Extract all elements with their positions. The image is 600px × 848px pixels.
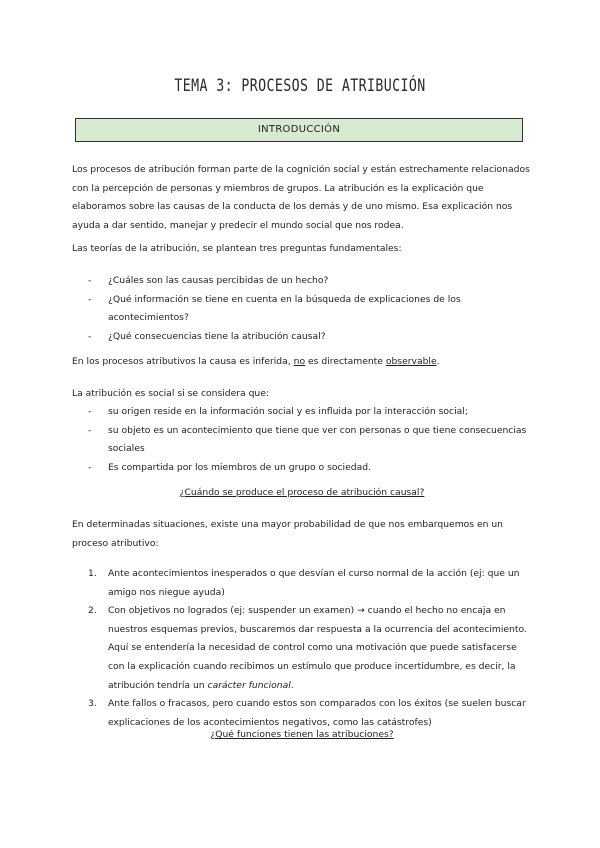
list-item: - ¿Cuáles son las causas percibidas de un hecho? [72, 272, 532, 291]
item-number: 3. [88, 698, 97, 710]
item-text: Ante acontecimientos inesperados o que desvían el curso normal de la acción (ej: que un amigo nos niegue ayuda) [108, 568, 520, 598]
paragraph-questions-intro: Las teorías de la atribución, se plantean tres preguntas fundamentales: [72, 243, 402, 254]
item-number: 2. [88, 605, 97, 617]
questions-intro [72, 240, 532, 259]
subheading-when: ¿Cuándo se produce el proceso de atribución causal? [179, 487, 425, 498]
item-number: 1. [88, 568, 97, 579]
list-item: - su objeto es un acontecimiento que tiene que ver con personas o que tiene consecuencias sociales [72, 422, 532, 459]
item-text-end: . [290, 679, 294, 691]
numbered-item [72, 565, 532, 602]
page-title: TEMA 3: PROCESOS DE ATRIBUCIÓN [174, 76, 426, 96]
underlined-observable: observable [385, 356, 437, 367]
underlined-no: no [293, 356, 306, 367]
section-header-introduccion: INTRODUCCIÓN [75, 118, 523, 142]
list-item: - ¿Qué información se tiene en cuenta en la búsqueda de explicaciones de los acontecimientos? [72, 291, 532, 328]
list-item: - su origen reside en la información social y es influida por la interacción social; [72, 403, 532, 422]
list-item: - Es compartida por los miembros de un grupo o sociedad. [72, 459, 532, 478]
paragraph-social-intro: La atribución es social si se considera que: [72, 388, 269, 399]
list-item: - ¿Qué consecuencias tiene la atribución causal? [72, 328, 532, 347]
paragraph-definition: Los procesos de atribución forman parte de la cognición social y están estrechamente relacionados con la percepción de personas y miembros de grupos. La atribución es la explicación que elaboramos sobre las causas de la conducta de los demás y de uno mismo. Esa explicación nos ayuda a dar sentido, manejar y predecir el mundo social que nos rodea. [72, 164, 530, 231]
text-segment: . [436, 356, 440, 367]
subheading-functions: ¿Qué funciones tienen las atribuciones? [210, 729, 394, 740]
numbered-item [72, 602, 532, 695]
intro-paragraph [72, 161, 532, 235]
paragraph-situations-intro: En determinadas situaciones, existe una mayor probabilidad de que nos embarquemos en un proceso atributivo: [72, 519, 504, 549]
social-attribution-intro [72, 385, 532, 404]
italic-term: carácter funcional [207, 679, 291, 691]
text-segment: es directamente [305, 356, 386, 367]
item-text: Ante fallos o fracasos, pero cuando estos son comparados con los éxitos (se suelen buscar explicaciones de los acontecimientos negativos, como las catástrofes) [108, 698, 526, 728]
text-segment: En los procesos atributivos la causa es inferida, [72, 356, 294, 367]
item-text: Con objetivos no logrados (ej: suspender un examen) → cuando el hecho no encaja en nuestros esquemas previos, buscaremos dar respuesta a la ocurrencia del acontecimiento. Aquí se entendería la necesidad de control como una motivación que puede satisfacerse con la explicación cuando recibimos un estímulo que produce incertidumbre, es decir, la atribución tendría un [108, 605, 527, 691]
situations-list [72, 565, 532, 732]
questions-list [72, 272, 532, 346]
paragraph-inferred-cause [72, 353, 532, 372]
social-list [72, 403, 532, 477]
situations-intro [72, 516, 532, 553]
